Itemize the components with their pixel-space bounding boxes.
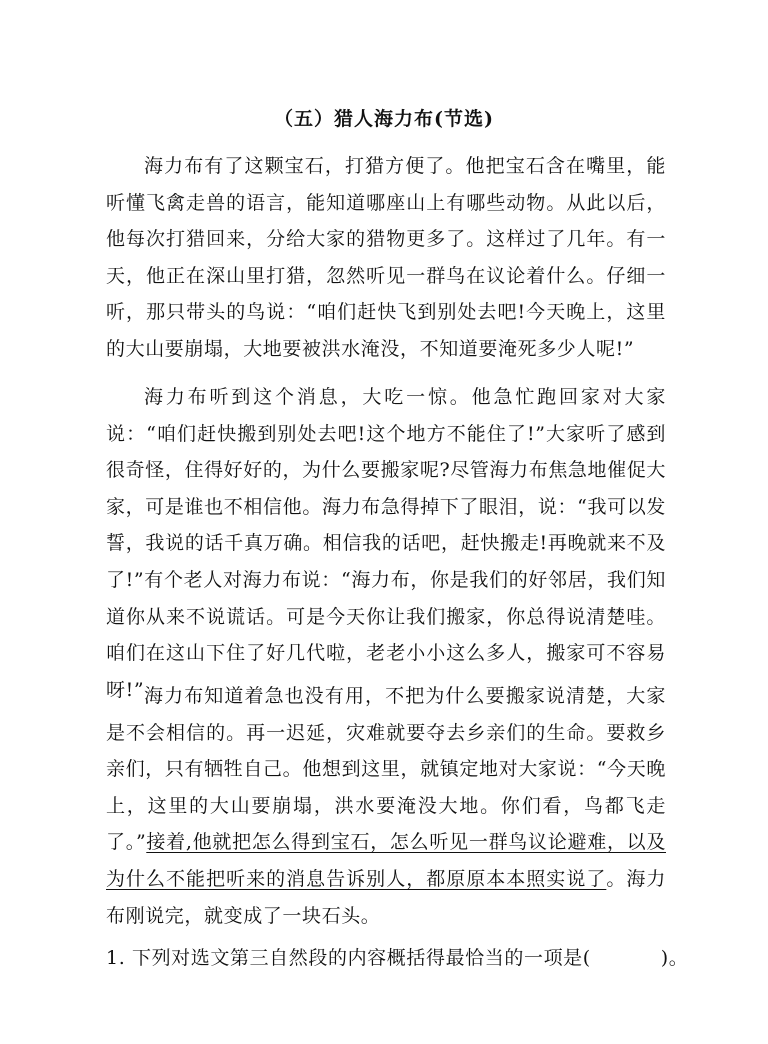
- paragraph-block-3: [106, 678, 666, 934]
- page-title: （五）猎人海力布(节选): [274, 108, 494, 130]
- paragraph-2: 海力布听到这个消息，大吃一惊。他急忙跑回家对大家说：“咱们赶快搬到别处去吧!这个地方不能住了!”大家听了感到很奇怪，住得好好的，为什么要搬家呢?尽管海力布焦急地催促大家，可是谁也不相信他。海力布急得掉下了眼泪，说：“我可以发誓，我说的话千真万确。相信我的话吧，赶快搬走!再晚就来不及了!”有个老人对海力布说：“海力布，你是我们的好邻居，我们知道你从来不说谎话。可是今天你让我们搬家，你总得说清楚哇。咱们在这山下住了好几代啦，老老小小这么多人，搬家可不容易呀!”: [106, 386, 666, 701]
- paragraph-3-text-end: 。海力布刚说完，就变成了一块石头。: [106, 867, 666, 927]
- paragraph-3-text-start: 海力布知道着急也没有用，不把为什么要搬家说清楚，大家是不会相信的。再一迟延，灾难就要夺去乡亲们的生命。要救乡亲们，只有牺牲自己。他想到这里，就镇定地对大家说：“今天晚上，这里的大山要崩塌，洪水要淹没大地。你们看，鸟都飞走了。”: [106, 685, 666, 854]
- question-1: [106, 940, 689, 976]
- paragraph-block-2: [106, 379, 666, 708]
- paragraph-1: 海力布有了这颗宝石，打猎方便了。他把宝石含在嘴里，能听懂飞禽走兽的语言，能知道哪座山上有哪些动物。从此以后，他每次打猎回来，分给大家的猎物更多了。这样过了几年。有一天，他正在深山里打猎，忽然听见一群鸟在议论着什么。仔细一听，那只带头的鸟说：“咱们赶快飞到别处去吧!今天晚上，这里的大山要崩塌，大地要被洪水淹没，不知道要淹死多少人呢!”: [106, 155, 666, 360]
- question-1-text: 1. 下列对选文第三自然段的内容概括得最恰当的一项是(: [106, 947, 591, 969]
- question-1-end: )。: [660, 947, 689, 969]
- paragraph-block-1: [106, 148, 666, 368]
- underlined-sentence: 接着,他就把怎么得到宝石，怎么听见一群鸟议论避难，以及为什么不能把听来的消息告诉别人，都原原本本照实说了: [106, 831, 666, 890]
- paragraph-3: [106, 678, 666, 934]
